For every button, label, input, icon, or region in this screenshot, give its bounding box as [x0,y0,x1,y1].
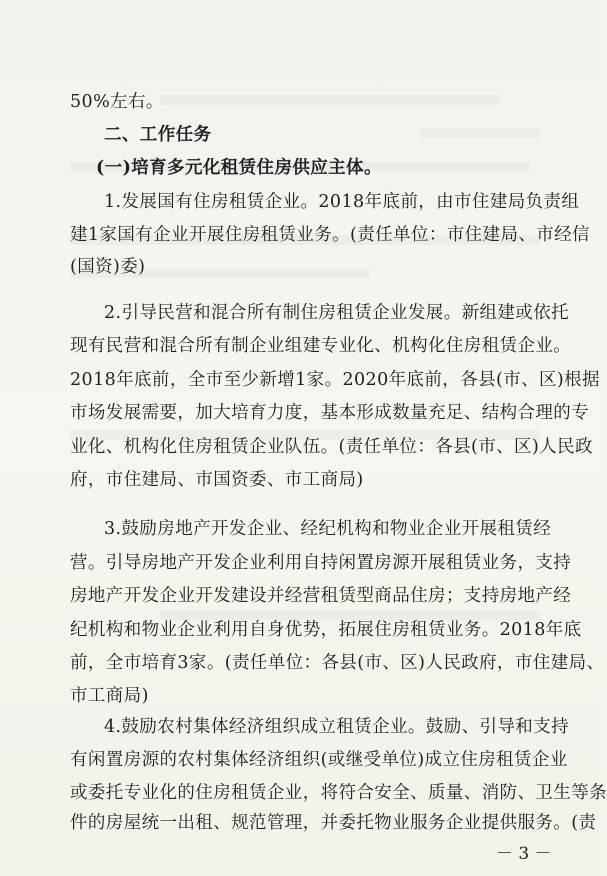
text-line-item3-3: 房地产开发企业开发建设并经营租赁型商品住房；支持房地产经 [70,586,572,606]
text-line-item3-1: 3.鼓励房地产开发企业、经纪机构和物业企业开展租赁经 [104,519,552,539]
text-line-item3-6: 市工商局) [70,686,149,706]
text-line-item3-2: 营。引导房地产开发企业利用自持闲置房源开展租赁业务，支持 [70,553,572,573]
text-line-item2-2: 现有民营和混合所有制企业组建专业化、机构化住房租赁企业。 [70,336,572,356]
text-line-item3-4: 纪机构和物业企业利用自身优势，拓展住房租赁业务。2018年底 [70,620,582,640]
text-line-item4-4: 件的房屋统一出租、规范管理，并委托物业服务企业提供服务。(责 [70,813,597,833]
text-line-item4-2: 有闲置房源的农村集体经济组织(或继受单位)成立住房租赁企业 [70,750,568,770]
text-line-item2-1: 2.引导民营和混合所有制住房租赁企业发展。新组建或依托 [104,303,569,323]
subsection-heading: (一)培育多元化租赁住房供应主体。 [96,158,382,178]
text-line-item2-4: 市场发展需要，加大培育力度，基本形成数量充足、结构合理的专 [70,403,590,423]
text-line-item1-3: (国资)委) [70,257,146,277]
text-line-item3-5: 前，全市培育3家。(责任单位：各县(市、区)人民政府，市住建局、 [70,653,605,673]
section-heading: 二、工作任务 [104,125,212,145]
text-line-item4-3: 或委托专业化的住房租赁企业，将符合安全、质量、消防、卫生等条 [70,783,607,803]
text-line-item1-1: 1.发展国有住房租赁企业。2018年底前，由市住建局负责组 [104,192,580,212]
text-line-item2-6: 府，市住建局、市国资委、市工商局) [70,470,364,490]
text-line-item4-1: 4.鼓励农村集体经济组织成立租赁企业。鼓励、引导和支持 [104,717,569,737]
text-line-item2-5: 业化、机构化住房租赁企业队伍。(责任单位：各县(市、区)人民政 [70,437,593,457]
text-line-item2-3: 2018年底前，全市至少新增1家。2020年底前，各县(市、区)根据 [70,370,600,390]
text-line-1: 50%左右。 [70,92,164,112]
page-number: － 3 － [496,844,552,864]
text-line-item1-2: 建1家国有企业开展住房租赁业务。(责任单位：市住建局、市经信 [70,225,590,245]
